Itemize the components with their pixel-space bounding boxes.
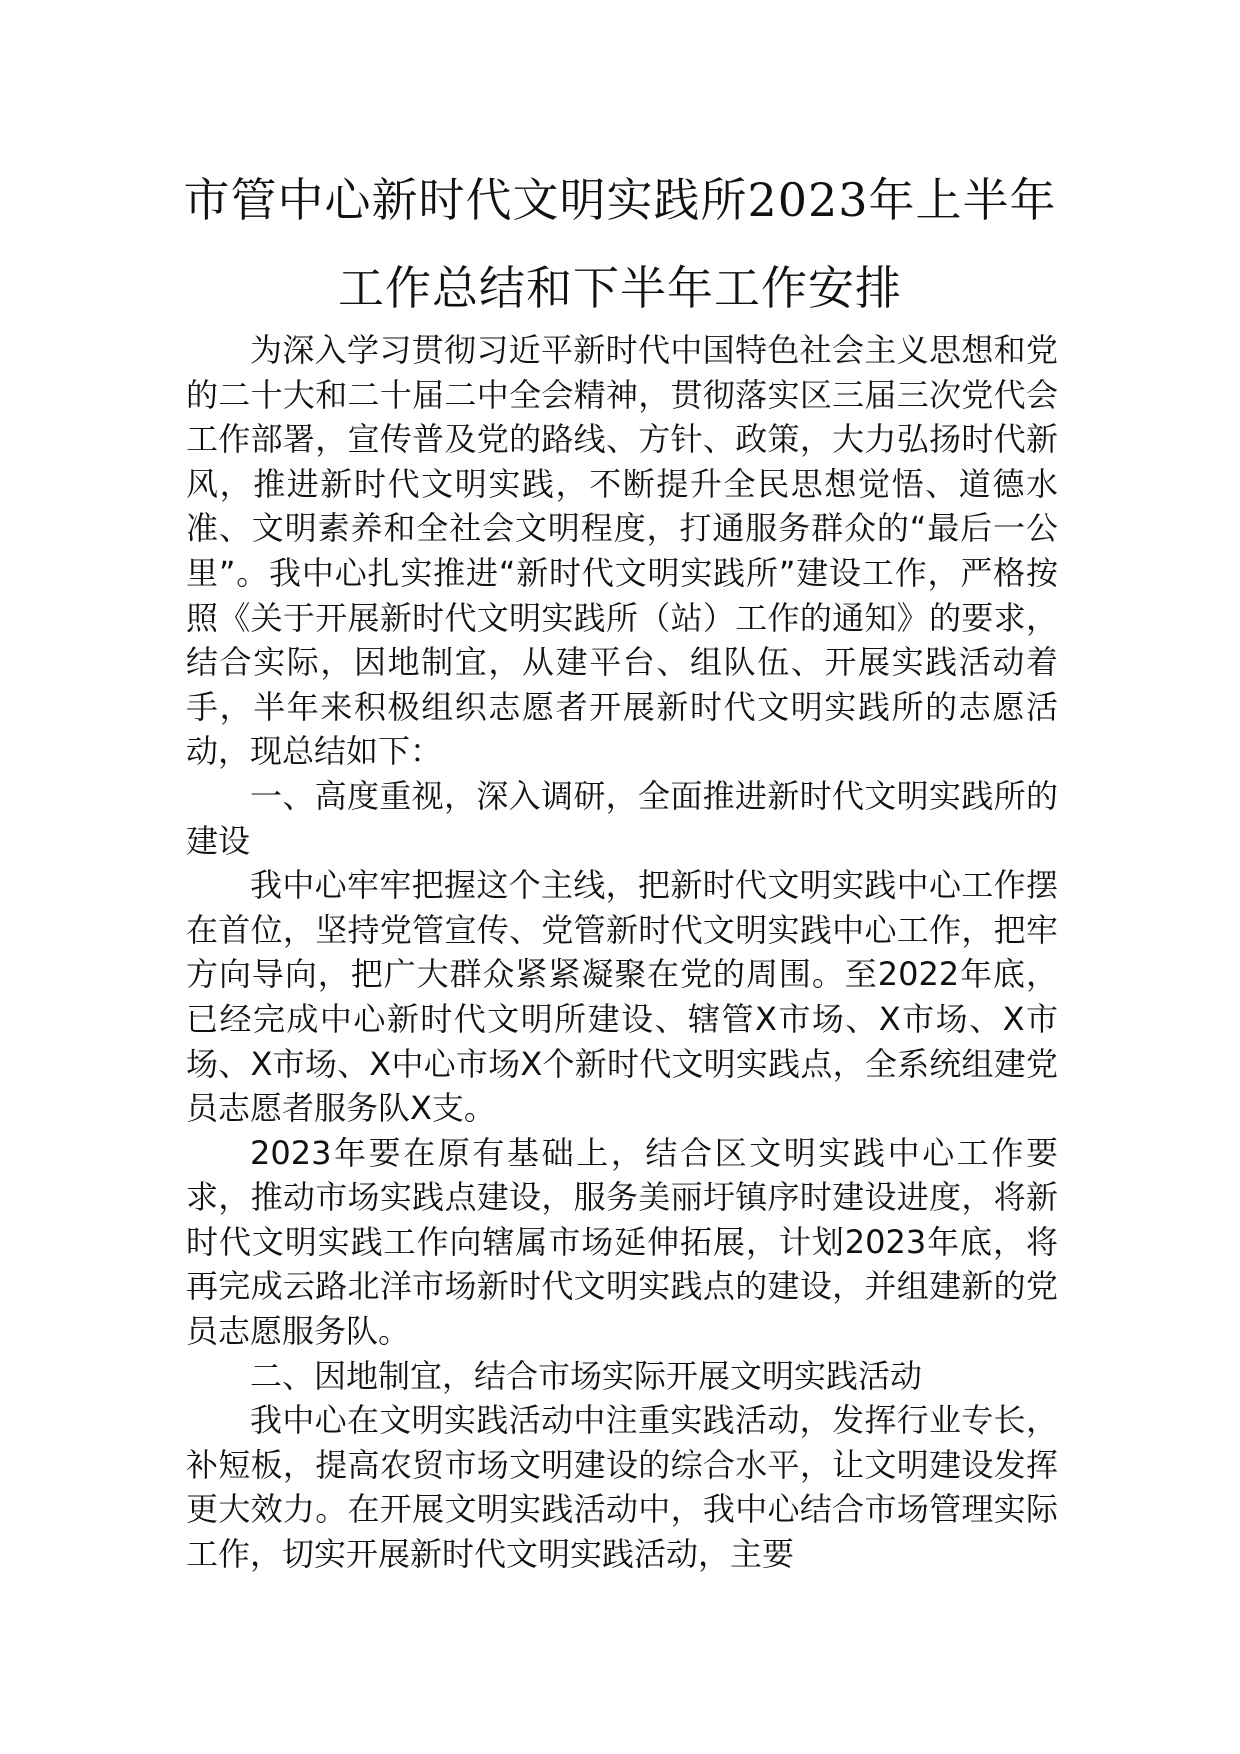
document-body (186, 328, 1058, 1577)
document-title-line-1: 市管中心新时代文明实践所2023年上半年 (183, 173, 1057, 227)
paragraph-intro: 为深入学习贯彻习近平新时代中国特色社会主义思想和党的二十大和二十届二中全会精神，贯彻落实区三届三次党代会工作部署，宣传普及党的路线、方针、政策，大力弘扬时代新风，推进新时代文明实践，不断提升全民思想觉悟、道德水准、文明素养和全社会文明程度，打通服务群众的“最后一公里”。我中心扎实推进“新时代文明实践所”建设工作，严格按照《关于开展新时代文明实践所（站）工作的通知》的要求，结合实际，因地制宜，从建平台、组队伍、开展实践活动着手，半年来积极组织志愿者开展新时代文明实践所的志愿活动，现总结如下： (186, 331, 1058, 771)
paragraph-section2-a: 我中心在文明实践活动中注重实践活动，发挥行业专长，补短板，提高农贸市场文明建设的综合水平，让文明建设发挥更大效力。在开展文明实践活动中，我中心结合市场管理实际工作，切实开展新时代文明实践活动，主要 (186, 1401, 1058, 1574)
section-heading-1: 一、高度重视，深入调研，全面推进新时代文明实践所的建设 (186, 776, 1058, 860)
document-title-line-2: 工作总结和下半年工作安排 (338, 261, 902, 315)
section-heading-2: 二、因地制宜，结合市场实际开展文明实践活动 (250, 1356, 923, 1395)
paragraph-section1-a: 我中心牢牢把握这个主线，把新时代文明实践中心工作摆在首位，坚持党管宣传、党管新时代文明实践中心工作，把牢方向导向，把广大群众紧紧凝聚在党的周围。至2022年底，已经完成中心新时代文明所建设、辖管X市场、X市场、X市场、X市场、X中心市场X个新时代文明实践点，全系统组建党员志愿者服务队X支。 (186, 866, 1058, 1128)
paragraph-section1-b: 2023年要在原有基础上，结合区文明实践中心工作要求，推动市场实践点建设，服务美丽圩镇序时建设进度，将新时代文明实践工作向辖属市场延伸拓展，计划2023年底，将再完成云路北洋市场新时代文明实践点的建设，并组建新的党员志愿服务队。 (186, 1133, 1058, 1351)
